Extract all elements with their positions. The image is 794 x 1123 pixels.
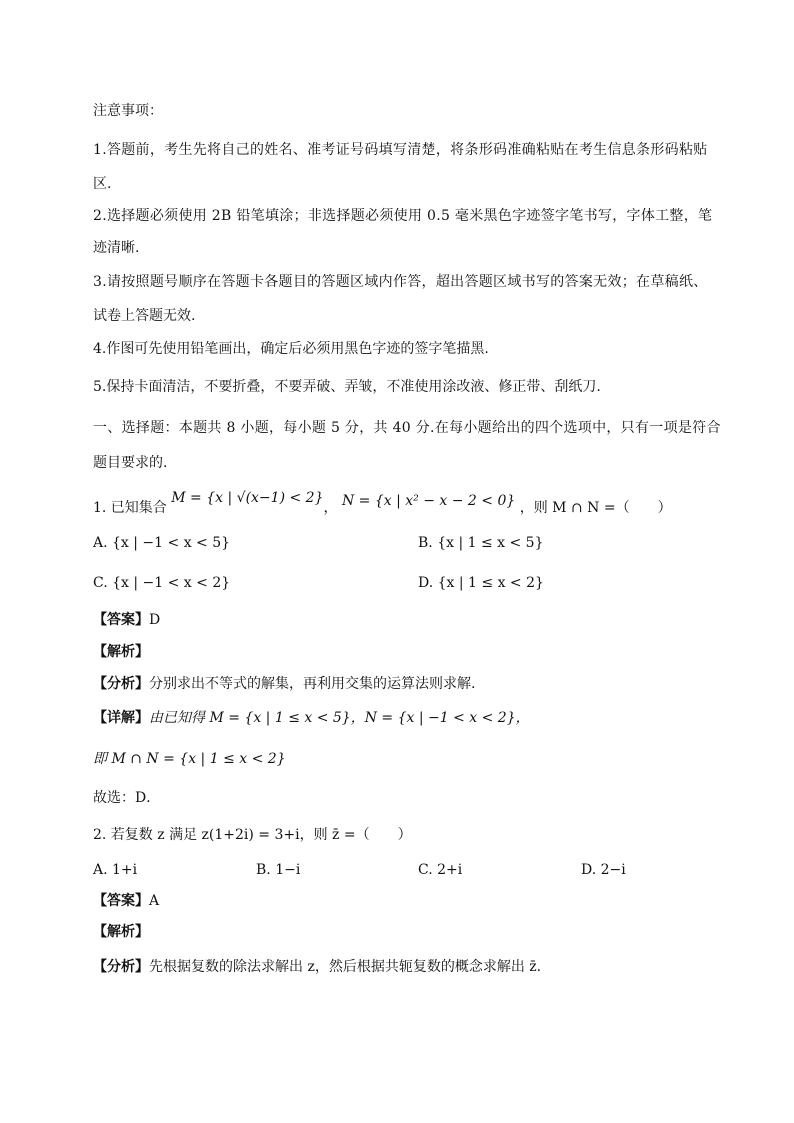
q1-detail-2: 即 M ∩ N = {x | 1 ≤ x < 2} bbox=[93, 751, 286, 767]
q1-option-c: C. {x | −1 < x < 2} bbox=[93, 575, 231, 591]
q1-answer-tag: 【答案】 bbox=[93, 612, 149, 628]
q1-sep: ， bbox=[323, 500, 338, 516]
q1-detail-1: 由已知得 M = {x | 1 ≤ x < 5}，N = {x | −1 < x < 2}， bbox=[149, 710, 530, 726]
q2-option-c: C. 2+i bbox=[418, 862, 463, 878]
q1-analysis-tag bbox=[93, 642, 149, 662]
q2-analysis-label: 【解析】 bbox=[93, 924, 149, 940]
notice-item-1: 1.答题前，考生先将自己的姓名、准考证号码填写清楚，将条形码准确粘贴在考生信息条形码粘贴 bbox=[93, 142, 708, 158]
notice-item-1-cont: 区. bbox=[93, 176, 112, 192]
q2-answer-tag: 【答案】 bbox=[93, 893, 149, 909]
q1-set-m: M = {x | √(x−1) < 2} bbox=[171, 490, 324, 506]
notice-item-2: 2.选择题必须使用 2B 铅笔填涂；非选择题必须使用 0.5 毫米黑色字迹签字笔书写，字体工整，笔 bbox=[93, 208, 713, 224]
q2-option-a: A. 1+i bbox=[93, 862, 138, 878]
q1-option-d: D. {x | 1 ≤ x < 2} bbox=[418, 575, 544, 591]
q2-fenxi: 先根据复数的除法求解出 z，然后根据共轭复数的概念求解出 z̄. bbox=[149, 959, 542, 975]
q2-option-b: B. 1−i bbox=[256, 862, 301, 878]
q2-fenxi-line bbox=[93, 957, 541, 977]
notice-item-3-cont: 试卷上答题无效. bbox=[93, 308, 196, 324]
q1-detail-tag: 【详解】 bbox=[93, 710, 149, 726]
q1-detail-line bbox=[93, 708, 530, 728]
q2-option-d: D. 2−i bbox=[581, 862, 626, 878]
q1-stem-suffix: ，则 M ∩ N =（ ） bbox=[519, 500, 672, 516]
q1-option-a: A. {x | −1 < x < 5} bbox=[93, 535, 231, 551]
q2-analysis-tag bbox=[93, 922, 149, 942]
q1-fenxi: 分别求出不等式的解集，再利用交集的运算法则求解. bbox=[149, 676, 476, 692]
q1-stem bbox=[93, 490, 672, 518]
notice-item-2-cont: 迹清晰. bbox=[93, 240, 140, 256]
q1-answer-line bbox=[93, 610, 160, 630]
notice-item-4: 4.作图可先使用铅笔画出，确定后必须用黑色字迹的签字笔描黑. bbox=[93, 341, 489, 357]
notice-title: 注意事项： bbox=[93, 103, 163, 119]
notice-item-3: 3.请按照题号顺序在答题卡各题目的答题区域内作答，超出答题区域书写的答案无效；在草稿纸、 bbox=[93, 274, 708, 290]
section-heading-cont: 题目要求的. bbox=[93, 455, 168, 471]
q1-option-b: B. {x | 1 ≤ x < 5} bbox=[418, 535, 544, 551]
q1-conclusion: 故选：D． bbox=[93, 790, 161, 806]
q1-fenxi-line bbox=[93, 674, 475, 694]
q1-set-n: N = {x | x² − x − 2 < 0} bbox=[341, 493, 516, 509]
q1-stem-prefix: 1. 已知集合 bbox=[93, 500, 167, 516]
q1-answer: D bbox=[149, 612, 161, 628]
q1-fenxi-tag: 【分析】 bbox=[93, 676, 149, 692]
notice-item-5: 5.保持卡面清洁，不要折叠，不要弄破、弄皱，不准使用涂改液、修正带、刮纸刀. bbox=[93, 379, 601, 395]
section-heading: 一、选择题：本题共 8 小题，每小题 5 分，共 40 分.在每小题给出的四个选项中，只有一项是符合 bbox=[93, 420, 721, 436]
q2-fenxi-tag: 【分析】 bbox=[93, 959, 149, 975]
q2-answer-line bbox=[93, 891, 159, 911]
q1-analysis-label: 【解析】 bbox=[93, 644, 149, 660]
q2-stem: 2. 若复数 z 满足 z(1+2i) = 3+i，则 z̄ =（ ） bbox=[93, 827, 412, 843]
q2-answer: A bbox=[149, 893, 160, 909]
